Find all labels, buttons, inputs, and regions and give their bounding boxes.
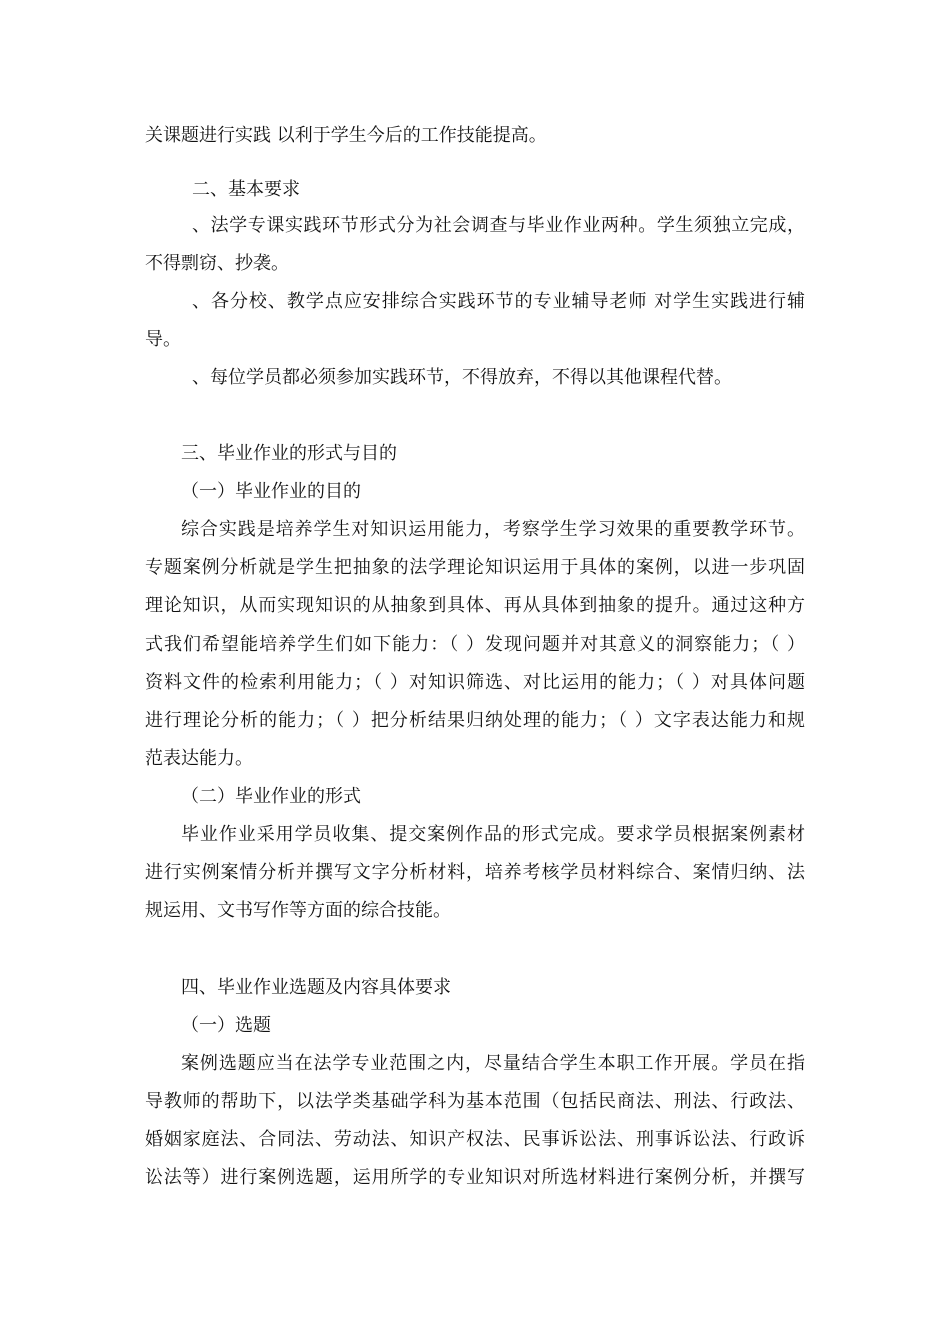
paragraph-line: 关课题进行实践 以利于学生今后的工作技能提高。 xyxy=(145,125,547,146)
paragraph-line: 资料文件的检索利用能力；（ ）对知识筛选、对比运用的能力；（ ）对具体问题 xyxy=(145,672,805,693)
paragraph-line: 、法学专课实践环节形式分为社会调查与毕业作业两种。学生须独立完成， xyxy=(192,215,805,236)
subsection-heading: （一）选题 xyxy=(181,1015,271,1036)
paragraph-line: 理论知识，从而实现知识的从抽象到具体、再从具体到抽象的提升。通过这种方 xyxy=(145,595,805,616)
paragraph-line: 式我们希望能培养学生们如下能力：（ ）发现问题并对其意义的洞察能力；（ ） xyxy=(145,634,805,655)
paragraph-line: 、各分校、教学点应安排综合实践环节的专业辅导老师 对学生实践进行辅 xyxy=(192,291,805,312)
paragraph-line: 综合实践是培养学生对知识运用能力，考察学生学习效果的重要教学环节。 xyxy=(181,519,805,540)
paragraph-line: 案例选题应当在法学专业范围之内，尽量结合学生本职工作开展。学员在指 xyxy=(181,1053,805,1074)
paragraph-line: 导教师的帮助下，以法学类基础学科为基本范围（包括民商法、刑法、行政法、 xyxy=(145,1091,805,1112)
section-heading: 四、毕业作业选题及内容具体要求 xyxy=(181,977,451,998)
paragraph-line: 规运用、文书写作等方面的综合技能。 xyxy=(145,900,451,921)
paragraph-line: 婚姻家庭法、合同法、劳动法、知识产权法、民事诉讼法、刑事诉讼法、行政诉 xyxy=(145,1129,805,1150)
paragraph-line: 进行实例案情分析并撰写文字分析材料，培养考核学员材料综合、案情归纳、法 xyxy=(145,862,805,883)
section-heading: 三、毕业作业的形式与目的 xyxy=(181,443,397,464)
paragraph-line: 专题案例分析就是学生把抽象的法学理论知识运用于具体的案例，以进一步巩固 xyxy=(145,557,805,578)
paragraph-line: 进行理论分析的能力；（ ）把分析结果归纳处理的能力；（ ）文字表达能力和规 xyxy=(145,710,805,731)
paragraph-line: 、每位学员都必须参加实践环节，不得放弃，不得以其他课程代替。 xyxy=(192,367,732,388)
paragraph-line: 不得剽窃、抄袭。 xyxy=(145,253,289,274)
paragraph-line: 毕业作业采用学员收集、提交案例作品的形式完成。要求学员根据案例素材 xyxy=(181,824,805,845)
paragraph-line: 范表达能力。 xyxy=(145,748,253,769)
paragraph-line: 导。 xyxy=(145,329,181,350)
subsection-heading: （一）毕业作业的目的 xyxy=(181,481,361,502)
subsection-heading: （二）毕业作业的形式 xyxy=(181,786,361,807)
paragraph-line: 讼法等）进行案例选题，运用所学的专业知识对所选材料进行案例分析，并撰写 xyxy=(145,1167,805,1188)
section-heading: 二、基本要求 xyxy=(192,179,300,200)
